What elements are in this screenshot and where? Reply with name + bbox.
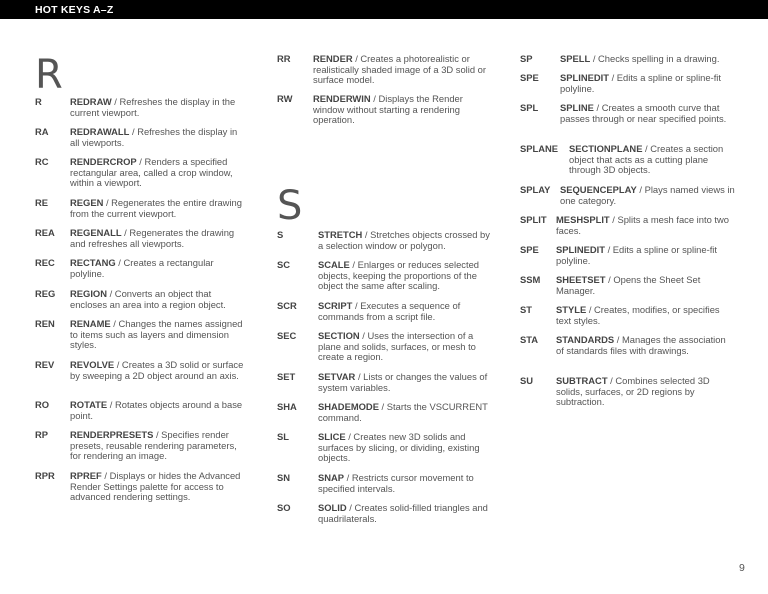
hotkey: REG bbox=[35, 288, 56, 299]
command-name: SUBTRACT bbox=[556, 375, 608, 386]
command-name: REGEN bbox=[70, 197, 104, 208]
section-letter-s: S bbox=[277, 183, 303, 229]
command-description: / Creates a photorealistic or realistically shaded image of a 3D solid or surface model. bbox=[313, 53, 487, 86]
section-letter-r: R bbox=[35, 52, 63, 98]
hotkey: SL bbox=[277, 431, 289, 442]
command-name: SECTIONPLANE bbox=[569, 143, 643, 154]
hotkey: RE bbox=[35, 197, 49, 208]
command-description: / Specifies render presets, reusable rendering parameters, for rendering an image. bbox=[70, 429, 237, 462]
hotkey: RP bbox=[35, 429, 49, 440]
command-name: SNAP bbox=[318, 472, 345, 483]
command-name: REDRAWALL bbox=[70, 126, 130, 137]
command-description: / Converts an object that encloses an area into a region object. bbox=[70, 288, 226, 310]
hotkey: RPR bbox=[35, 470, 55, 481]
hotkey: SHA bbox=[277, 401, 297, 412]
command-description: / Edits a spline or spline-fit polyline. bbox=[560, 72, 721, 94]
hotkey: RW bbox=[277, 93, 293, 104]
command-description: / Splits a mesh face into two faces. bbox=[556, 214, 729, 236]
hotkey: STA bbox=[520, 334, 539, 345]
hotkey: REN bbox=[35, 318, 55, 329]
command-description: / Checks spelling in a drawing. bbox=[590, 53, 720, 64]
command-name: SPLINEDIT bbox=[560, 72, 609, 83]
command-name: STANDARDS bbox=[556, 334, 615, 345]
command-description: / Plays named views in one category. bbox=[560, 184, 735, 206]
command-name: ROTATE bbox=[70, 399, 108, 410]
hotkey: SPE bbox=[520, 72, 539, 83]
page-number: 9 bbox=[739, 562, 745, 574]
command-description: / Uses the intersection of a plane and solids, surfaces, or mesh to create a region. bbox=[318, 330, 476, 363]
command-name: SHEETSET bbox=[556, 274, 606, 285]
command-name: RECTANG bbox=[70, 257, 116, 268]
hotkey: SCR bbox=[277, 300, 297, 311]
command-description: / Displays or hides the Advanced Render Settings palette for access to advanced rendering settings. bbox=[70, 470, 241, 503]
command-description: / Executes a sequence of commands from a script file. bbox=[318, 300, 461, 322]
hotkey: REV bbox=[35, 359, 55, 370]
command-name: SETVAR bbox=[318, 371, 356, 382]
command-description: / Enlarges or reduces selected objects, keeping the proportions of the object the same after scaling. bbox=[318, 259, 480, 292]
command-name: REGENALL bbox=[70, 227, 122, 238]
header-bar bbox=[0, 0, 768, 19]
hotkey: RO bbox=[35, 399, 50, 410]
hotkey: RA bbox=[35, 126, 49, 137]
command-name: REVOLVE bbox=[70, 359, 115, 370]
command-description: / Creates new 3D solids and surfaces by slicing, or dividing, existing objects. bbox=[318, 431, 480, 464]
command-name: SLICE bbox=[318, 431, 346, 442]
command-description: / Refreshes the display in all viewports. bbox=[70, 126, 238, 148]
command-name: SHADEMODE bbox=[318, 401, 379, 412]
command-name: SPLINE bbox=[560, 102, 594, 113]
command-description: / Creates solid-filled triangles and quadrilaterals. bbox=[318, 502, 488, 524]
command-name: RPREF bbox=[70, 470, 102, 481]
command-description: / Opens the Sheet Set Manager. bbox=[556, 274, 701, 296]
command-description: / Creates a rectangular polyline. bbox=[70, 257, 214, 279]
hotkey: SO bbox=[277, 502, 291, 513]
hotkey: SSM bbox=[520, 274, 541, 285]
command-description: / Creates, modifies, or specifies text styles. bbox=[556, 304, 720, 326]
command-description: / Manages the association of standards files with drawings. bbox=[556, 334, 726, 356]
header-title: HOT KEYS A–Z bbox=[35, 4, 114, 16]
hotkey: ST bbox=[520, 304, 532, 315]
hotkey: RR bbox=[277, 53, 291, 64]
command-description: / Combines selected 3D solids, surfaces, or 2D regions by subtraction. bbox=[556, 375, 710, 408]
hotkey: SN bbox=[277, 472, 291, 483]
command-name: SECTION bbox=[318, 330, 360, 341]
command-description: / Starts the VSCURRENT command. bbox=[318, 401, 488, 423]
command-name: STYLE bbox=[556, 304, 587, 315]
hotkey: R bbox=[35, 96, 42, 107]
command-name: RENAME bbox=[70, 318, 111, 329]
hotkey: SPLANE bbox=[520, 143, 559, 154]
hotkey: RC bbox=[35, 156, 49, 167]
command-name: MESHSPLIT bbox=[556, 214, 610, 225]
command-description: / Refreshes the display in the current viewport. bbox=[70, 96, 236, 118]
command-name: REGION bbox=[70, 288, 107, 299]
command-description: / Stretches objects crossed by a selection window or polygon. bbox=[318, 229, 490, 251]
hotkey: SPL bbox=[520, 102, 539, 113]
hotkey: REA bbox=[35, 227, 55, 238]
command-description: / Rotates objects around a base point. bbox=[70, 399, 243, 421]
command-description: / Renders a specified rectangular area, called a crop window, within a viewport. bbox=[70, 156, 233, 189]
command-name: SOLID bbox=[318, 502, 347, 513]
command-description: / Restricts cursor movement to specified intervals. bbox=[318, 472, 474, 494]
hotkey: SC bbox=[277, 259, 291, 270]
hotkey: SEC bbox=[277, 330, 297, 341]
command-description: / Edits a spline or spline-fit polyline. bbox=[556, 244, 717, 266]
command-name: RENDERWIN bbox=[313, 93, 371, 104]
command-name: RENDER bbox=[313, 53, 353, 64]
hotkey: S bbox=[277, 229, 284, 240]
command-description: / Changes the names assigned to items such as layers and dimension styles. bbox=[70, 318, 243, 351]
command-description: / Creates a section object that acts as a cutting plane through 3D objects. bbox=[569, 143, 724, 176]
command-name: SPLINEDIT bbox=[556, 244, 605, 255]
command-name: REDRAW bbox=[70, 96, 112, 107]
command-name: SEQUENCEPLAY bbox=[560, 184, 637, 195]
command-name: RENDERCROP bbox=[70, 156, 137, 167]
hotkey: SU bbox=[520, 375, 534, 386]
command-name: RENDERPRESETS bbox=[70, 429, 154, 440]
command-description: / Regenerates the entire drawing from the current viewport. bbox=[70, 197, 242, 219]
command-description: / Regenerates the drawing and refreshes all viewports. bbox=[70, 227, 235, 249]
hotkey: SET bbox=[277, 371, 296, 382]
hotkey: SPLIT bbox=[520, 214, 547, 225]
hotkey: SP bbox=[520, 53, 533, 64]
command-description: / Creates a 3D solid or surface by sweeping a 2D object around an axis. bbox=[70, 359, 244, 381]
command-description: / Lists or changes the values of system variables. bbox=[318, 371, 488, 393]
hotkey: SPLAY bbox=[520, 184, 551, 195]
hotkey: REC bbox=[35, 257, 55, 268]
command-name: STRETCH bbox=[318, 229, 363, 240]
hotkey: SPE bbox=[520, 244, 539, 255]
command-description: / Creates a smooth curve that passes through or near specified points. bbox=[560, 102, 727, 124]
command-name: SPELL bbox=[560, 53, 591, 64]
command-name: SCALE bbox=[318, 259, 350, 270]
command-description: / Displays the Render window without starting a rendering operation. bbox=[313, 93, 463, 126]
command-name: SCRIPT bbox=[318, 300, 353, 311]
